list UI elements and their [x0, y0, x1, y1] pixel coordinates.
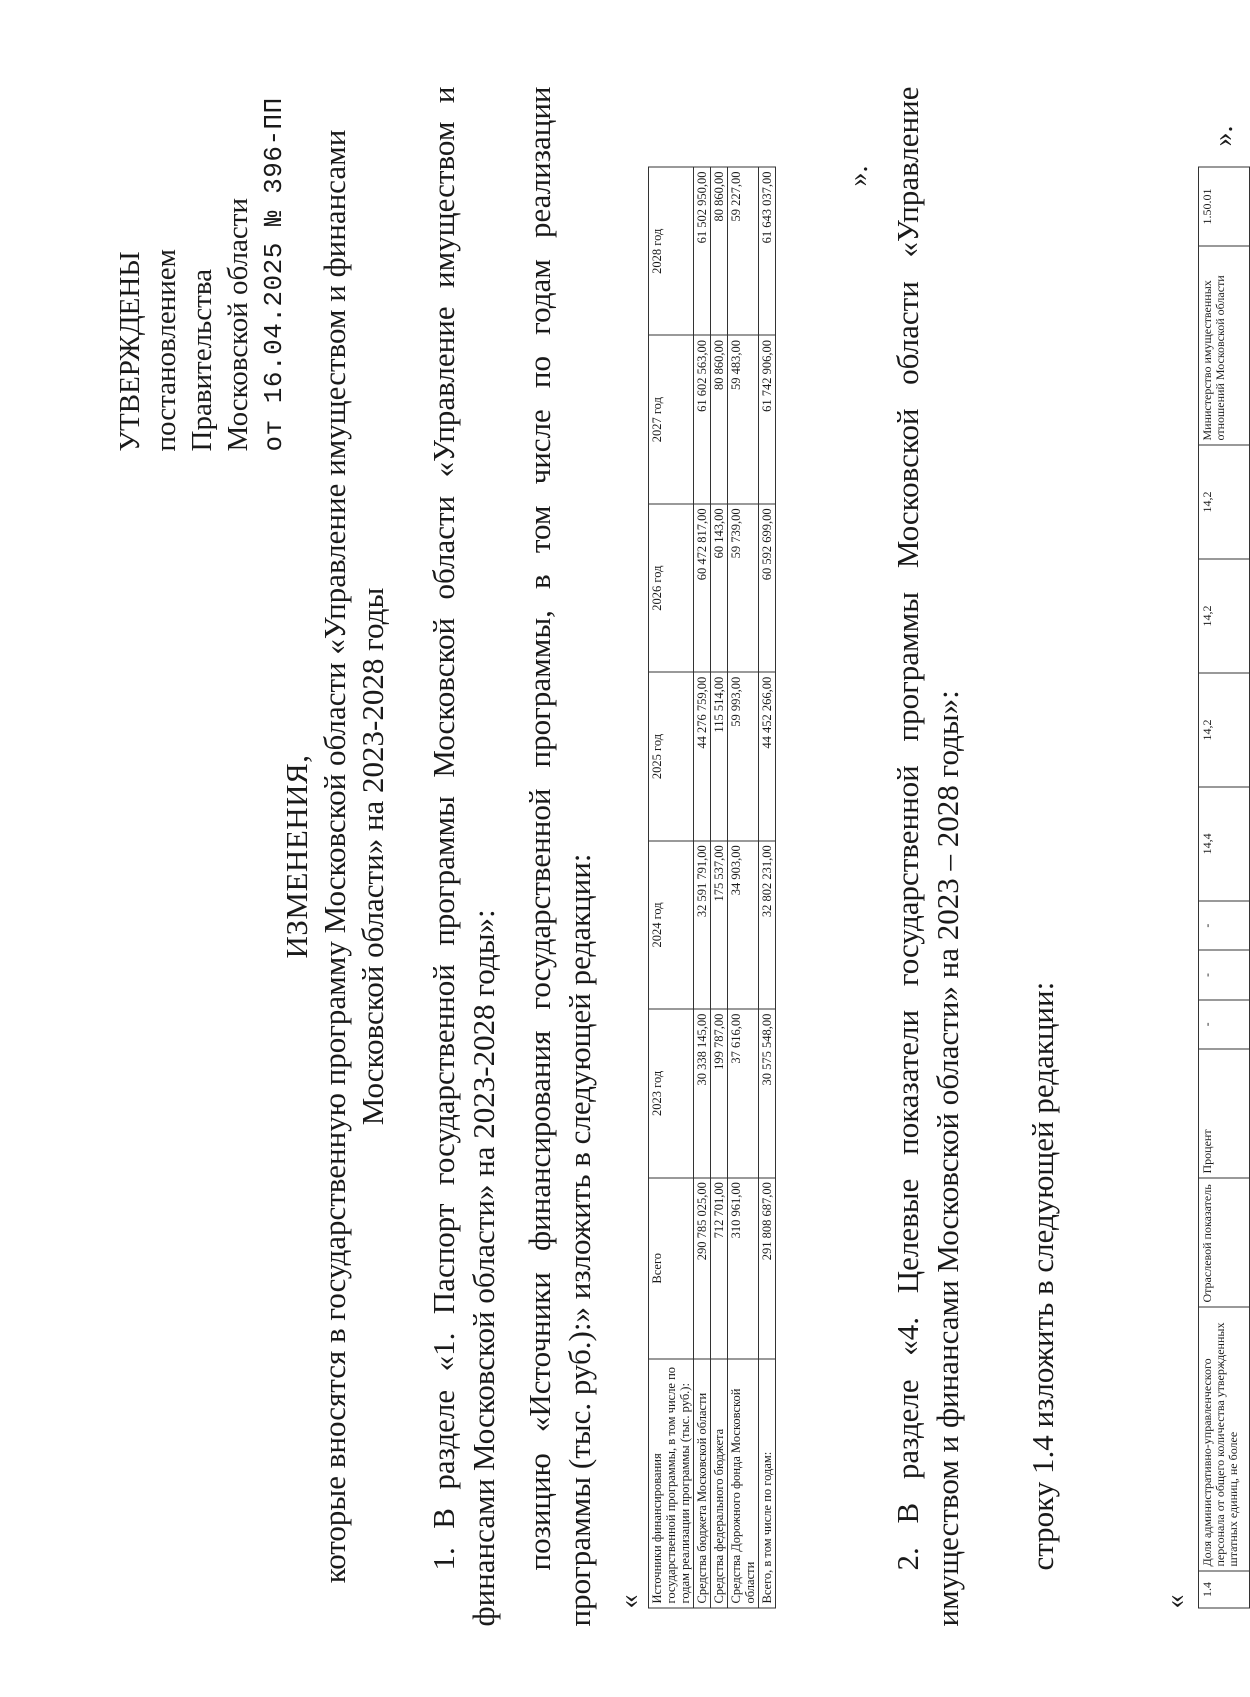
table-cell: 34 903,00 — [728, 841, 759, 1009]
financing-header-row — [649, 167, 694, 1608]
row-label: Всего, в том числе по годам: — [759, 1359, 776, 1608]
table-cell: 44 452 266,00 — [759, 672, 776, 840]
header-cell: 2028 год — [649, 167, 694, 335]
table-row — [759, 167, 776, 1608]
header-cell: 2027 год — [649, 335, 694, 503]
indicator-table — [1198, 167, 1250, 1609]
header-cell: Всего — [649, 1178, 694, 1359]
header-cell: Источники финансирования государственной программы, в том числе по годам реализации программы (тыс. руб.): — [649, 1359, 694, 1608]
table-cell: 290 785 025,00 — [694, 1178, 711, 1359]
table-cell: 61 643 037,00 — [759, 167, 776, 335]
approval-line-3: Московской области — [222, 198, 254, 452]
table-cell: 115 514,00 — [711, 672, 728, 840]
table-cell: Отраслевой показатель — [1199, 1178, 1250, 1307]
table-cell: 199 787,00 — [711, 1009, 728, 1177]
table-cell: 59 993,00 — [728, 672, 759, 840]
table-cell: 60 472 817,00 — [694, 504, 711, 672]
document-title — [278, 87, 392, 1627]
table-cell: 61 742 906,00 — [759, 335, 776, 503]
table-row — [711, 167, 728, 1608]
approval-line-4: от 16.04.2025 № 396-ПП — [259, 97, 289, 452]
table-cell: 61 602 563,00 — [694, 335, 711, 503]
table-cell: Доля административно-управленческого персонала от общего количества утвержденных штатных единиц, не более — [1199, 1307, 1250, 1571]
table-cell: Министерство имущественных отношений Московской области — [1199, 246, 1250, 445]
table-row — [728, 167, 759, 1608]
header-cell: 2024 год — [649, 841, 694, 1009]
table-row — [694, 167, 711, 1608]
table-cell: - — [1199, 901, 1250, 950]
approval-line-2: постановлением Правительства — [150, 249, 218, 452]
table-cell: 291 808 687,00 — [759, 1178, 776, 1359]
table-cell: 14,2 — [1199, 445, 1250, 559]
table-row — [1199, 167, 1250, 1608]
table-cell: 44 276 759,00 — [694, 672, 711, 840]
row-label: Средства Дорожного фонда Московской области — [728, 1359, 759, 1608]
table-cell: 14,2 — [1199, 559, 1250, 673]
table-cell: 61 502 950,00 — [694, 167, 711, 335]
header-cell: 2025 год — [649, 672, 694, 840]
table-cell: 712 701,00 — [711, 1178, 728, 1359]
table-cell: 60 143,00 — [711, 504, 728, 672]
table-cell: - — [1199, 950, 1250, 999]
table-cell: 175 537,00 — [711, 841, 728, 1009]
table-cell: 37 616,00 — [728, 1009, 759, 1177]
header-cell: 2023 год — [649, 1009, 694, 1177]
table-cell: 59 483,00 — [728, 335, 759, 503]
table-cell: 32 591 791,00 — [694, 841, 711, 1009]
table-cell: 1.50.01 — [1199, 167, 1250, 246]
table-cell: 310 961,00 — [728, 1178, 759, 1359]
section2-line: строку 1.4 изложить в следующей редакции: — [1025, 981, 1060, 1571]
open-quote-1: « — [614, 1594, 645, 1609]
table-cell: 80 860,00 — [711, 167, 728, 335]
table-cell: 1.4 — [1199, 1571, 1250, 1608]
table-cell: 14,2 — [1199, 673, 1250, 787]
title-line-2: Московской области» на 2023-2028 годы — [355, 587, 390, 1126]
row-label: Средства федерального бюджета — [711, 1359, 728, 1608]
open-quote-2: « — [1160, 1594, 1191, 1609]
section1-paragraph: 1. В разделе «1. Паспорт государственной программы Московской области «Управление имуществом и финансами Московской области» на 2023-2028 годы»: — [426, 86, 501, 1627]
financing-table — [648, 167, 776, 1609]
table-cell: 59 739,00 — [728, 504, 759, 672]
approval-stamp — [112, 87, 292, 452]
close-quote-1: ». — [843, 165, 874, 187]
title-heading: ИЗМЕНЕНИЯ, — [279, 754, 314, 959]
approval-line-1: УТВЕРЖДЕНЫ — [114, 251, 146, 452]
table-cell: 32 802 231,00 — [759, 841, 776, 1009]
title-line-1: которые вносятся в государственную программу Московской области «Управление имуществом и финансами — [317, 129, 352, 1584]
table-cell: Процент — [1199, 1049, 1250, 1178]
section2-paragraph: 2. В разделе «4. Целевые показатели государственной программы Московской области «Управление имуществом и финансами Московской области» на 2023 – 2028 годы»: — [890, 86, 965, 1627]
table-cell: 60 592 699,00 — [759, 504, 776, 672]
close-quote-2: ». — [1208, 125, 1239, 147]
table-cell: 80 860,00 — [711, 335, 728, 503]
table-cell: 30 575 548,00 — [759, 1009, 776, 1177]
header-cell: 2026 год — [649, 504, 694, 672]
row-label: Средства бюджета Московской области — [694, 1359, 711, 1608]
section1-position: позицию «Источники финансирования государственной программы, в том числе по годам реализации программы (тыс. руб.):» изложить в следующей редакции: — [522, 86, 597, 1627]
table-cell: 14,4 — [1199, 787, 1250, 901]
table-cell: - — [1199, 1000, 1250, 1049]
table-cell: 59 227,00 — [728, 167, 759, 335]
table-cell: 30 338 145,00 — [694, 1009, 711, 1177]
